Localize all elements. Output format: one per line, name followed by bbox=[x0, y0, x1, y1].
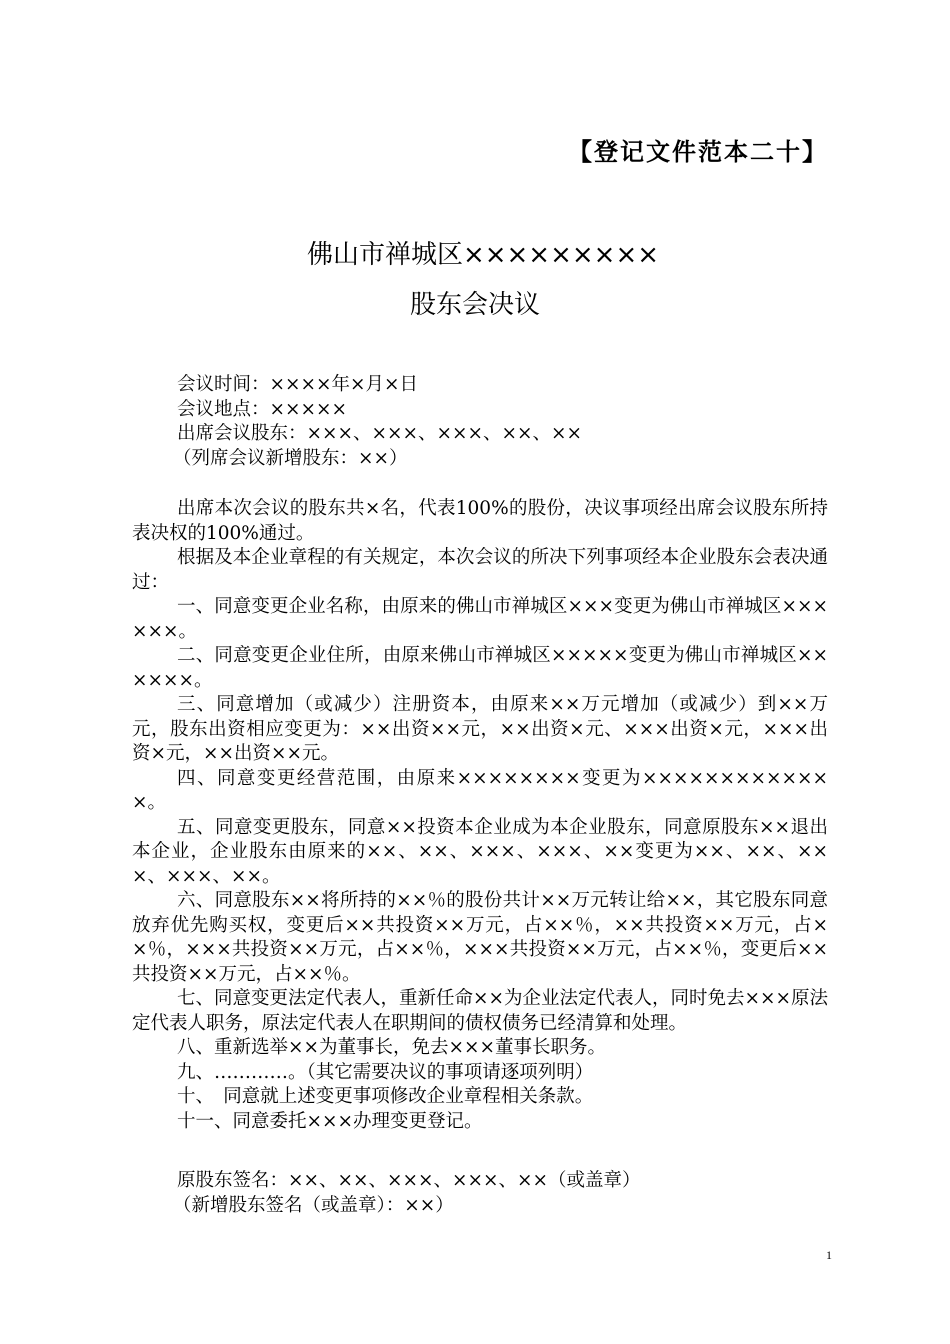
template-label: 【登记文件范本二十】 bbox=[568, 137, 828, 166]
resolution-item: 五、同意变更股东，同意××投资本企业成为本企业股东，同意原股东××退出本企业，企业股东由原来的××、××、×××、×××、××变更为××、××、×××、×××、××。 bbox=[132, 816, 828, 887]
resolution-item: 一、同意变更企业名称，由原来的佛山市禅城区×××变更为佛山市禅城区××××××。 bbox=[132, 596, 828, 642]
meeting-time: 会议时间：××××年×月×日 bbox=[177, 374, 419, 395]
resolution-item: 十、 同意就上述变更事项修改企业章程相关条款。 bbox=[177, 1086, 594, 1107]
resolution-item: 六、同意股东××将所持的××％的股份共计××万元转让给××，其它股东同意放弃优先购买权，变更后××共投资××万元，占××％，××共投资××万元，占××％，×××共投资××万元，占××％，×××共投资××万元，占××％，变更后××共投资××万元，占××％。 bbox=[132, 890, 828, 985]
new-shareholders-signature: （新增股东签名（或盖章）：××） bbox=[173, 1194, 454, 1216]
resolution-item: 三、同意增加（或减少）注册资本，由原来××万元增加（或减少）到××万元，股东出资相应变更为：××出资××元，××出资×元、×××出资×元，×××出资×元，××出资××元。 bbox=[132, 694, 828, 764]
company-title: 佛山市禅城区××××××××× bbox=[306, 240, 660, 270]
resolution-title: 股东会决议 bbox=[409, 290, 540, 320]
page-number: 1 bbox=[826, 1248, 832, 1262]
resolution-body bbox=[132, 497, 828, 1134]
meeting-place: 会议地点：××××× bbox=[177, 398, 348, 420]
resolution-item: 十一、同意委托×××办理变更登记。 bbox=[177, 1110, 483, 1132]
meeting-new-attendees: （列席会议新增股东：××） bbox=[173, 447, 408, 469]
resolution-item: 九、…………。（其它需要决议的事项请逐项列明） bbox=[177, 1061, 594, 1083]
resolution-item: 八、重新选举××为董事长，免去×××董事长职务。 bbox=[177, 1037, 607, 1058]
resolution-item: 七、同意变更法定代表人，重新任命××为企业法定代表人，同时免去×××原法定代表人职务，原法定代表人在职期间的债权债务已经清算和处理。 bbox=[132, 988, 829, 1034]
paragraph: 出席本次会议的股东共×名，代表100%的股份，决议事项经出席会议股东所持表决权的100%通过。 bbox=[132, 498, 828, 544]
paragraph: 根据及本企业章程的有关规定，本次会议的所决下列事项经本企业股东会表决通过： bbox=[132, 547, 828, 593]
resolution-item: 四、同意变更经营范围，由原来××××××××变更为×××××××××××××。 bbox=[132, 767, 828, 813]
resolution-item: 二、同意变更企业住所，由原来佛山市禅城区×××××变更为佛山市禅城区××××××。 bbox=[132, 645, 828, 691]
meeting-info bbox=[173, 373, 857, 471]
signature-block bbox=[173, 1169, 857, 1218]
original-shareholders-signature: 原股东签名：××、××、×××、×××、××（或盖章） bbox=[177, 1170, 641, 1191]
meeting-attendees: 出席会议股东：×××、×××、×××、××、×× bbox=[177, 423, 583, 444]
